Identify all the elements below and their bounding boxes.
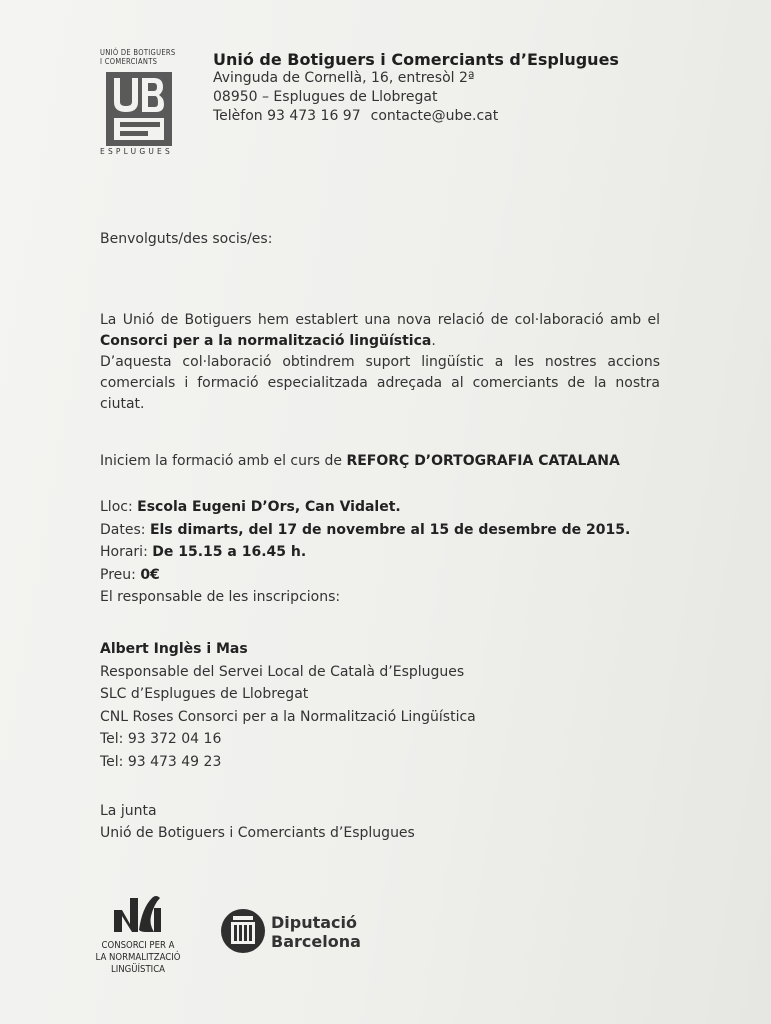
closing-block <box>100 800 415 844</box>
greeting: Benvolguts/des socis/es: <box>100 231 273 247</box>
ube-logo <box>100 48 180 158</box>
dates-value: Els dimarts, del 17 de novembre al 15 de desembre de 2015. <box>149 521 631 538</box>
contact-name: Albert Inglès i Mas <box>100 641 248 657</box>
paragraph-1-end: . <box>431 333 436 349</box>
ube-logo-icon <box>106 72 172 146</box>
preu-line <box>100 564 630 587</box>
cpnl-line2: LA NORMALITZACIÓ <box>95 952 181 963</box>
closing-line1: La junta <box>100 803 157 819</box>
ube-logo-bottom-text: ESPLUGUES <box>100 147 173 156</box>
ube-logo-line2: I COMERCIANTS <box>100 57 158 66</box>
horari-line <box>100 541 630 564</box>
contact-role: Responsable del Servei Local de Català d’Esplugues <box>100 663 465 680</box>
diputacio-name <box>271 913 361 951</box>
contact-line <box>213 107 619 126</box>
email-link[interactable]: contacte@ube.cat <box>370 108 499 124</box>
lloc-value: Escola Eugeni D’Ors, Can Vidalet. <box>137 499 401 515</box>
diputacio-line2: Barcelona <box>271 932 361 951</box>
diputacio-seal-icon <box>220 908 266 954</box>
contact-tel2: Tel: 93 473 49 23 <box>100 753 222 770</box>
lloc-label: Lloc: <box>100 499 138 515</box>
course-line <box>100 453 620 469</box>
course-name: REFORÇ D’ORTOGRAFIA CATALANA <box>346 453 620 469</box>
preu-label: Preu: <box>100 566 141 583</box>
paragraph-1-text: La Unió de Botiguers hem establert una nova relació de col·laboració amb el <box>100 312 660 328</box>
contact-tel1: Tel: 93 372 04 16 <box>100 731 222 747</box>
paragraph-2: D’aquesta col·laboració obtindrem suport lingüístic a les nostres accions comercials i formació especialitzada adreçada al comerciants de la nostra ciutat. <box>100 354 660 412</box>
cpnl-logo-text <box>78 940 198 976</box>
horari-value: De 15.15 a 16.45 h. <box>152 544 307 560</box>
ube-logo-top-text <box>100 48 180 66</box>
course-intro: Iniciem la formació amb el curs de <box>100 453 347 469</box>
address-line1: Avinguda de Cornellà, 16, entresòl 2ª <box>213 70 475 86</box>
letterhead <box>213 50 619 126</box>
contact-org2: CNL Roses Consorci per a la Normalització Lingüística <box>100 708 476 725</box>
organization-name: Unió de Botiguers i Comerciants d’Esplugues <box>213 50 619 69</box>
course-details <box>100 496 630 609</box>
intro-paragraph <box>100 310 660 415</box>
cpnl-line1: CONSORCI PER A <box>101 940 175 951</box>
horari-label: Horari: <box>100 544 153 560</box>
address-line2: 08950 – Esplugues de Llobregat <box>213 89 438 105</box>
dates-line <box>100 519 630 542</box>
contact-block <box>100 638 476 773</box>
ube-logo-line1: UNIÓ DE BOTIGUERS <box>100 48 176 57</box>
cpnl-logo-icon <box>108 890 168 936</box>
phone-number: Telèfon 93 473 16 97 <box>213 108 361 124</box>
preu-value: 0€ <box>140 566 160 583</box>
cpnl-line3: LINGÜÍSTICA <box>110 964 166 975</box>
contact-org1: SLC d’Esplugues de Llobregat <box>100 686 309 702</box>
dates-label: Dates: <box>100 521 150 538</box>
responsable-intro: El responsable de les inscripcions: <box>100 589 341 605</box>
closing-line2: Unió de Botiguers i Comerciants d’Esplugues <box>100 825 415 841</box>
lloc-line <box>100 496 630 519</box>
diputacio-line1: Diputació <box>271 913 358 932</box>
consorci-name: Consorci per a la normalització lingüística <box>100 333 432 349</box>
paragraph-1 <box>100 310 660 352</box>
